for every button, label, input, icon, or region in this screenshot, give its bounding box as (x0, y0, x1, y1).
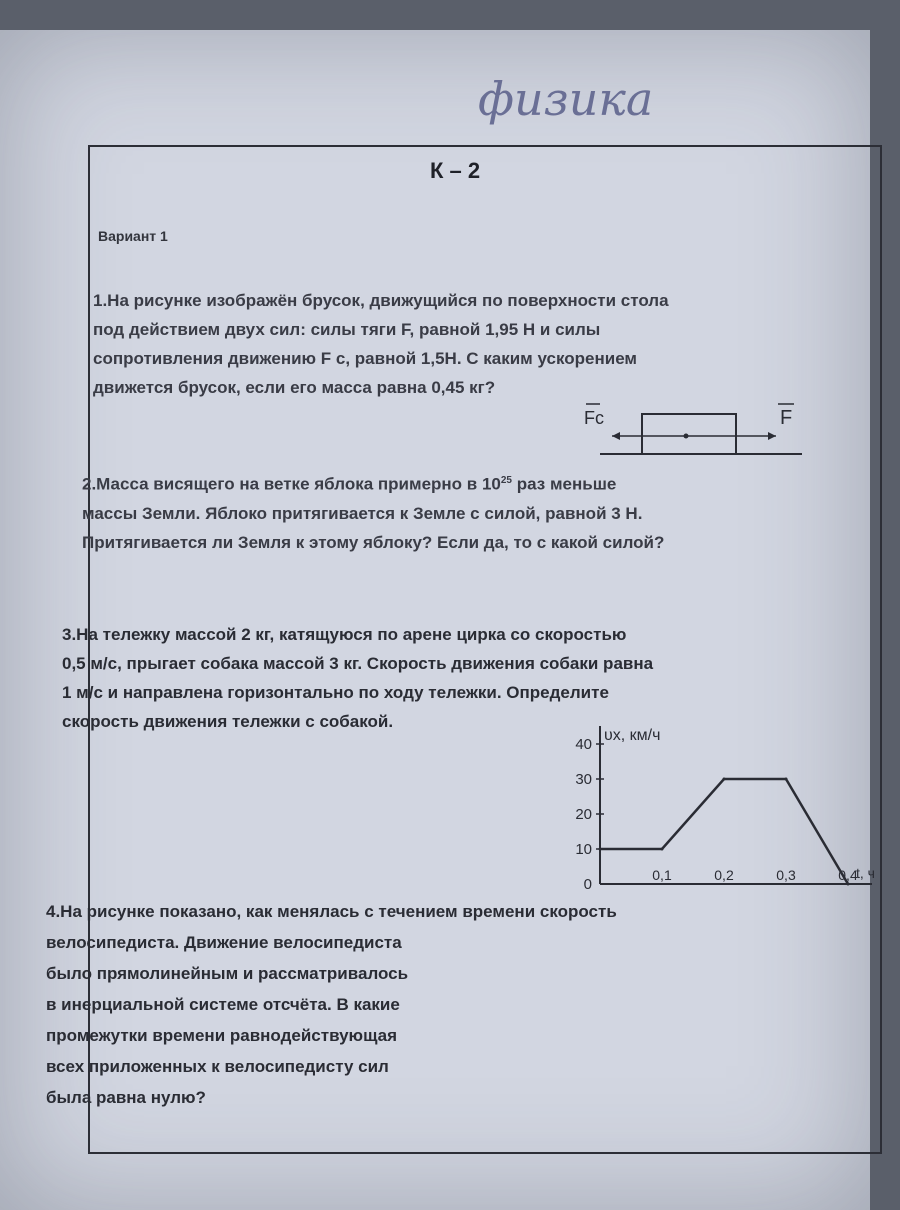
task-line: 1 м/с и направлена горизонтально по ходу тележки. Определите (62, 683, 609, 702)
handwritten-subject: физика (478, 72, 654, 126)
x-tick-label: 0,2 (714, 867, 734, 883)
task-line: велосипедиста. Движение велосипедиста (46, 933, 402, 952)
task-line: была равна нулю? (46, 1088, 206, 1107)
task-line: под действием двух сил: силы тяги F, равной 1,95 Н и силы (93, 320, 601, 339)
task-line: в инерциальной системе отсчёта. В какие (46, 995, 400, 1014)
velocity-data-point (785, 778, 788, 781)
task-line: всех приложенных к велосипедисту сил (46, 1057, 389, 1076)
velocity-data-point (723, 778, 726, 781)
task-line: 2.Масса висящего на ветке яблока примерно в $10^{25}$ раз меньше (82, 474, 617, 494)
y-tick-label: 40 (575, 736, 592, 753)
y-axis-label: υx, км/ч (604, 727, 661, 744)
task-line: движется брусок, если его масса равна 0,45 кг? (93, 378, 496, 397)
force-label-left: Fc (584, 408, 604, 428)
velocity-data-point (599, 848, 602, 851)
task-line: было прямолинейным и рассматривалось (46, 964, 409, 983)
variant-label: Вариант 1 (98, 228, 168, 244)
y-tick-label: 20 (575, 806, 592, 823)
page-title: К – 2 (430, 158, 481, 183)
task-2 (82, 466, 862, 557)
x-tick-label: 0,1 (652, 867, 672, 883)
velocity-time-chart (548, 712, 893, 912)
y-tick-label: 10 (575, 841, 592, 858)
y-tick-label: 0 (583, 876, 592, 893)
task-line: скорость движения тележки с собакой. (62, 712, 394, 731)
x-tick-label: 0,3 (776, 867, 796, 883)
x-tick-label: 0,4 (838, 867, 858, 883)
task-line: сопротивления движению F c, равной 1,5Н. С каким ускорением (93, 349, 637, 368)
task-1 (93, 286, 853, 402)
task-line: промежутки времени равнодействующая (46, 1026, 397, 1045)
block-force-figure (580, 398, 810, 468)
task-line: 1.На рисунке изображён брусок, движущийся по поверхности стола (93, 291, 669, 310)
velocity-data-point (847, 883, 850, 886)
task-line: 3.На тележку массой 2 кг, катящуюся по арене цирка со скоростью (62, 625, 627, 644)
force-label-right: F (780, 407, 793, 429)
task-4 (46, 896, 617, 1113)
task-line: 0,5 м/с, прыгает собака массой 3 кг. Скорость движения собаки равна (62, 654, 654, 673)
task-line: 4.На рисунке показано, как менялась с течением времени скорость (46, 902, 617, 921)
y-tick-label: 30 (575, 771, 592, 788)
velocity-data-point (661, 848, 664, 851)
task-line: массы Земли. Яблоко притягивается к Земле с силой, равной 3 Н. (82, 503, 643, 523)
task-line: Притягивается ли Земля к этому яблоку? Если да, то с какой силой? (82, 532, 665, 552)
x-axis-label: t, ч (856, 865, 875, 881)
